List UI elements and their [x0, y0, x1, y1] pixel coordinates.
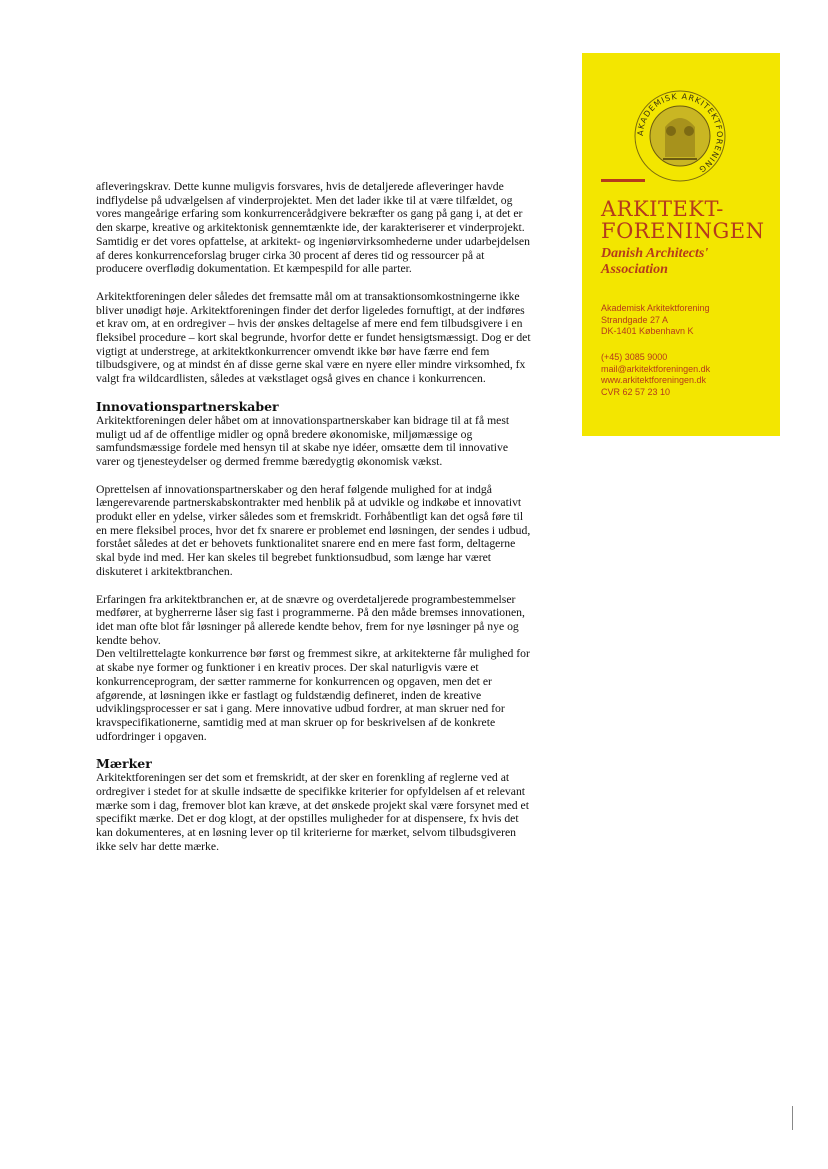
address-line: DK-1401 København K [601, 326, 694, 336]
brand-subtitle [601, 246, 776, 278]
paragraph-innovation-hope: Arkitektforeningen deler håbet om at innovationspartnerskaber kan bidrage til at få mest muligt ud af de offentlige midler og opnå bredere økonomiske, miljømæssige og samfundsmæssige fordele med hensyn til at skabe nye idéer, omsætte dem til innovative varer og tjenesteydelser og dermed fremme bæredygtig økonomisk vækst. [96, 413, 510, 468]
brand-line-2: FORENINGEN [601, 219, 765, 243]
brand-line-1: ARKITEKT- [601, 197, 724, 221]
contact-block [601, 352, 776, 398]
paragraph-labels: Arkitektforeningen ser det som et fremskridt, at der sker en forenkling af reglerne ved at ordregiver i stedet for at skulle indsætte de specifikke kriterier for opfyldelsen af et relevant mærke som i dag, fremover blot kan kræve, at det ønskede projekt skal være forsynet med et specifikt mærke. Det er dog klogt, at der opstilles muligheder for at dispensere, fx hvis det kan dokumenteres, at en løsning lever op til kriterierne for mærket, selvom tilbudsgiveren ikke selv har dette mærke. [96, 771, 529, 853]
email-address: mail@arkitektforeningen.dk [601, 363, 711, 374]
letterhead-panel [582, 53, 780, 436]
brand-name [601, 198, 776, 242]
paragraph-innovation-establishment: Oprettelsen af innovationspartnerskaber og den heraf følgende mulighed for at indgå længerevarende partnerskabskontrakter med henblik på at udvikle og indkøbe et innovativt produkt eller en ydelse, virker således som et fremskridt. Forhåbentligt kan det også føre til en mere fleksibel proces, hvor det fx snarere er problemet end løsningen, der sendes i udbud, forstået således at det er behovets funktionalitet snarere end en mere fast form, deltagerne skal byde ind med. Her kan skeles til begrebet funktionsudbud, som længe har været diskuteret i arkitektbranchen. [96, 482, 531, 578]
heading-innovation-partnerships: Innovationspartnerskaber [96, 398, 279, 414]
letter-body [96, 180, 532, 868]
paragraph-competition: Den veltilrettelagte konkurrence bør først og fremmest sikre, at arkitekterne får mulighed for at skabe nye former og funktioner i en kreativ proces. Der skal naturligvis være et konkurrenceprogram, der sætter rammerne for konkurrencen og opgaven, men det er afgørende, at løsningen ikke er fastlagt og fuldstændig defineret, inden de kreative udviklingsprocesser er sat i gang. Mere innovative udbud fordrer, at man skruer ned for kravspecifikationerne, samtidig med at man skruer op for beskrivelsen af de konkrete udfordringer i opgaven. [96, 647, 530, 743]
cvr-number: CVR 62 57 23 10 [601, 386, 671, 397]
margin-mark [792, 1106, 793, 1130]
website-address: www.arkitektforeningen.dk [601, 375, 707, 385]
address-line: Akademisk Arkitektforening [601, 303, 710, 313]
subtitle-line-1: Danish Architects' [601, 246, 709, 261]
seal-text: AKADEMISK ARKITEKTFORENING [635, 91, 725, 175]
paragraph-experience: Erfaringen fra arkitektbranchen er, at de snævre og overdetaljerede programbestemmelser medfører, at bygherrerne låser sig fast i programmerne. På den måde bremses innovationen, idet man ofte blot får løsninger på allerede kendte behov, frem for nye løsninger på nye og kendte behov. [96, 592, 525, 647]
brand-rule [601, 179, 645, 182]
address-line: Strandgade 27 A [601, 314, 669, 325]
subtitle-line-2: Association [601, 262, 668, 277]
address-block [601, 303, 776, 338]
paragraph-transaction-costs: Arkitektforeningen deler således det fremsatte mål om at transaktionsomkostningerne ikke bliver unødigt høje. Arkitektforeningen finder det derfor ligeledes fornuftigt, at der indføres et krav om, at en ordregiver – hvis der ønskes deltagelse af mere end fem tilbudsgivere i en fleksibel procedure – kort skal begrunde, hvorfor dette er fundet hensigtsmæssigt. Dog er det vigtigt at understrege, at arkitektkonkurrencer omvendt ikke bør have færre end fem tilbudsgivere, og at mindst én af disse gerne skal være en nyere eller mindre virksomhed, fx valgt fra wildcardlisten, således at vækstlaget også gives en chance i konkurrencen. [96, 289, 531, 386]
phone-number: (+45) 3085 9000 [601, 352, 668, 362]
heading-labels: Mærker [96, 756, 152, 772]
paragraph-delivery-requirements: afleveringskrav. Dette kunne muligvis forsvares, hvis de detaljerede afleveringer havde indflydelse på udvælgelsen af vinderprojektet. Men det lader ikke til at være tilfældet, og vores mangeårige erfaring som konkurrencerådgivere bekræfter os gang på gang i, at det er den skarpe, kreative og arkitektonisk gennemtænkte ide, der karakteriserer et vinderprojekt. Samtidig er det vores opfattelse, at arkitekt- og ingeniørvirksomhederne under udarbejdelsen af deres konkurrenceforslag bruger cirka 30 procent af deres tid og ressourcer på at producere overflødig dokumentation. Et kæmpespild for alle parter. [96, 180, 530, 276]
